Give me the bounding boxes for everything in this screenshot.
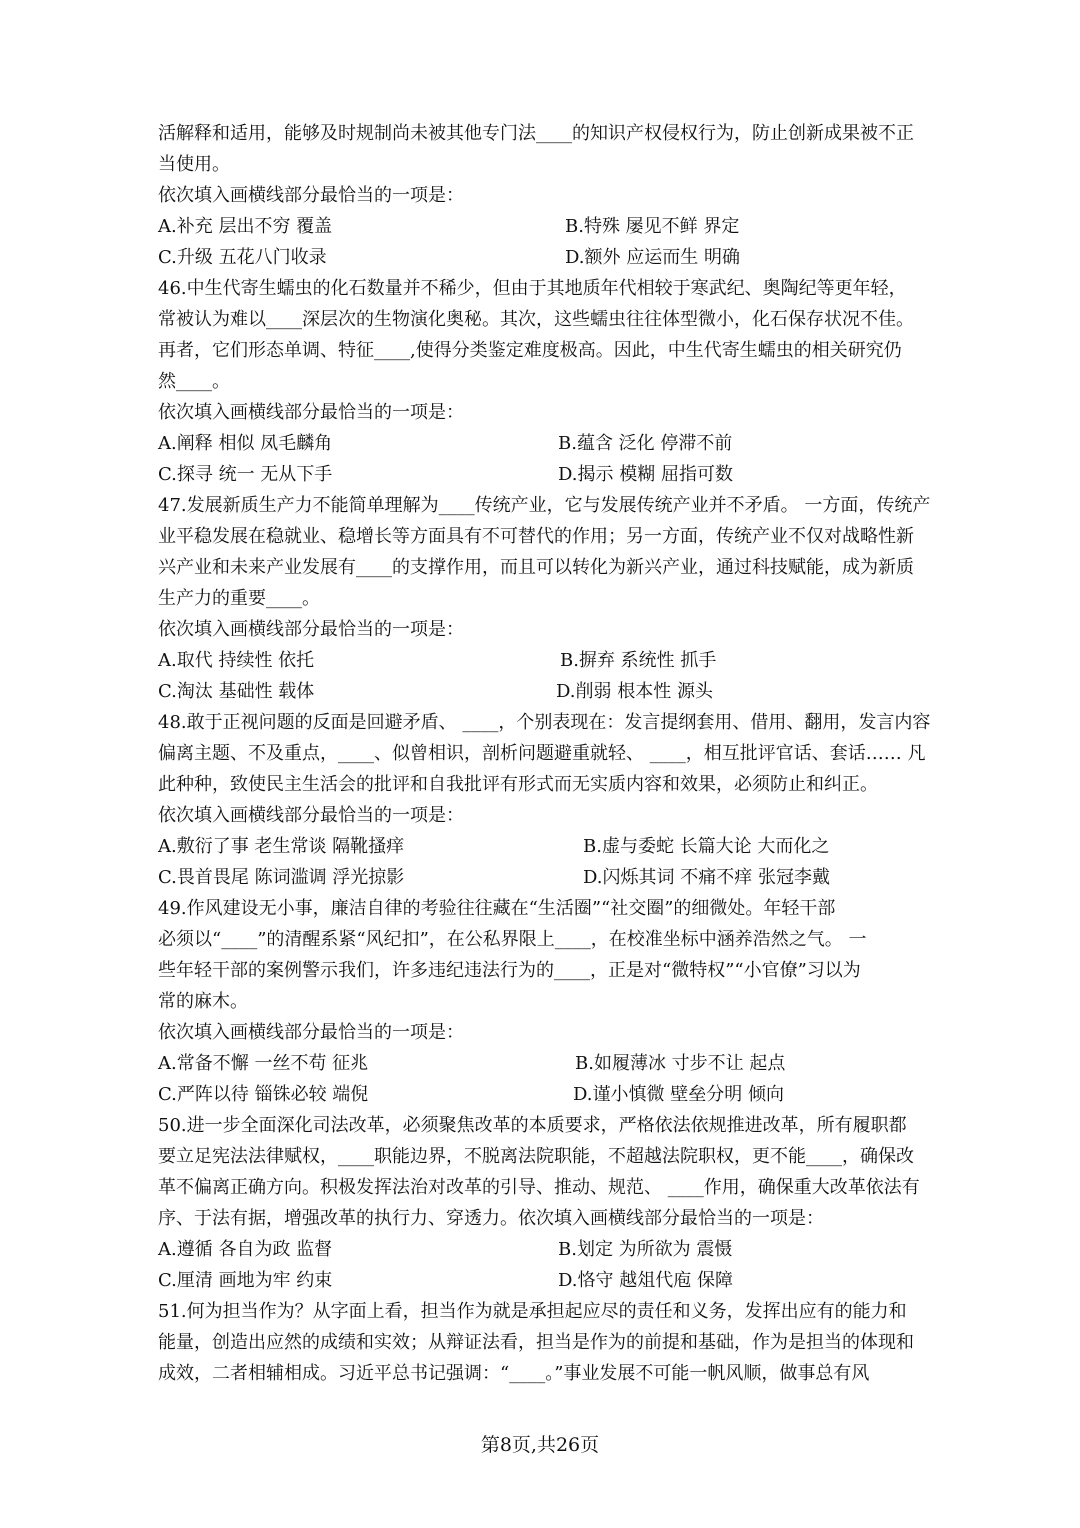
option-a: A.遵循 各自为政 监督 xyxy=(158,1239,333,1260)
options-row xyxy=(158,1048,1000,1079)
question-51 xyxy=(158,1296,1000,1389)
options-row xyxy=(158,1234,1000,1265)
option-a: A.常备不懈 一丝不苟 征兆 xyxy=(158,1053,369,1074)
options-row xyxy=(158,242,1000,273)
text-line: 业平稳发展在稳就业、稳增长等方面具有不可替代的作用；另一方面，传统产业不仅对战略性新 xyxy=(158,526,914,547)
text-line: 此种种，致使民主生活会的批评和自我批评有形式而无实质内容和效果，必须防止和纠正。 xyxy=(158,774,878,795)
options-row xyxy=(158,862,1000,893)
text-line: 49.作风建设无小事，廉洁自律的考验往往藏在“生活圈”“社交圈”的细微处。年轻干部 xyxy=(158,898,836,919)
option-d: D.额外 应运而生 明确 xyxy=(565,247,740,268)
text-line: 些年轻干部的案例警示我们，许多违纪违法行为的____，正是对“微特权”“小官僚”习以为 xyxy=(158,960,861,981)
text-line: 必须以“____”的清醒系紧“风纪扣”，在公私界限上____，在校准坐标中涵养浩然之气。 一 xyxy=(158,929,867,950)
text-line: 活解释和适用，能够及时规制尚未被其他专门法____的知识产权侵权行为，防止创新成果被不正 xyxy=(158,123,914,144)
option-d: D.谨小慎微 壁垒分明 倾向 xyxy=(573,1084,784,1105)
page-number: 第8页,共26页 xyxy=(480,1434,600,1456)
option-d: D.削弱 根本性 源头 xyxy=(556,681,713,702)
text-line: 当使用。 xyxy=(158,154,230,175)
option-d: D.揭示 模糊 屈指可数 xyxy=(558,464,733,485)
prompt-line: 依次填入画横线部分最恰当的一项是： xyxy=(158,185,464,206)
text-line: 能量，创造出应然的成绩和实效；从辩证法看，担当是作为的前提和基础，作为是担当的体现和 xyxy=(158,1332,914,1353)
text-line: 常的麻木。 xyxy=(158,991,248,1012)
question-46 xyxy=(158,273,1000,490)
options-row xyxy=(158,428,1000,459)
page-body xyxy=(158,118,1000,1389)
option-b: B.蕴含 泛化 停滞不前 xyxy=(558,433,733,454)
text-line: 要立足宪法法律赋权，____职能边界，不脱离法院职能，不超越法院职权，更不能____，确保改 xyxy=(158,1146,914,1167)
option-b: B.虚与委蛇 长篇大论 大而化之 xyxy=(583,836,830,857)
text-line: 常被认为难以____深层次的生物演化奥秘。其次，这些蠕虫往往体型微小，化石保存状况不佳。 xyxy=(158,309,914,330)
text-line: 47.发展新质生产力不能简单理解为____传统产业，它与发展传统产业并不矛盾。 一方面，传统产 xyxy=(158,495,931,516)
question-47 xyxy=(158,490,1000,707)
option-c: C.畏首畏尾 陈词滥调 浮光掠影 xyxy=(158,867,405,888)
options-row xyxy=(158,1265,1000,1296)
text-line: 50.进一步全面深化司法改革，必须聚焦改革的本质要求，严格依法依规推进改革，所有履职都 xyxy=(158,1115,907,1136)
text-line: 51.何为担当作为？从字面上看，担当作为就是承担起应尽的责任和义务，发挥出应有的能力和 xyxy=(158,1301,907,1322)
option-c: C.淘汰 基础性 载体 xyxy=(158,681,315,702)
options-row xyxy=(158,831,1000,862)
option-b: B.特殊 屡见不鲜 界定 xyxy=(565,216,740,237)
option-b: B.如履薄冰 寸步不让 起点 xyxy=(575,1053,786,1074)
text-line: 生产力的重要____。 xyxy=(158,588,320,609)
option-a: A.取代 持续性 依托 xyxy=(158,650,315,671)
option-b: B.划定 为所欲为 震慑 xyxy=(558,1239,733,1260)
question-48 xyxy=(158,707,1000,893)
text-line: 兴产业和未来产业发展有____的支撑作用，而且可以转化为新兴产业，通过科技赋能，成为新质 xyxy=(158,557,914,578)
question-45-continuation xyxy=(158,118,1000,273)
option-d: D.恪守 越俎代庖 保障 xyxy=(558,1270,733,1291)
text-line: 46.中生代寄生蠕虫的化石数量并不稀少，但由于其地质年代相较于寒武纪、奥陶纪等更年轻， xyxy=(158,278,907,299)
options-row xyxy=(158,211,1000,242)
option-c: C.探寻 统一 无从下手 xyxy=(158,464,333,485)
prompt-line: 依次填入画横线部分最恰当的一项是： xyxy=(158,402,464,423)
prompt-line: 依次填入画横线部分最恰当的一项是： xyxy=(158,619,464,640)
option-b: B.摒弃 系统性 抓手 xyxy=(560,650,717,671)
prompt-line: 依次填入画横线部分最恰当的一项是： xyxy=(158,1022,464,1043)
options-row xyxy=(158,676,1000,707)
option-c: C.厘清 画地为牢 约束 xyxy=(158,1270,333,1291)
text-line: 革不偏离正确方向。积极发挥法治对改革的引导、推动、规范、 ____作用，确保重大改革依法有 xyxy=(158,1177,920,1198)
option-c: C.严阵以待 锱铢必较 端倪 xyxy=(158,1084,369,1105)
question-49 xyxy=(158,893,1000,1110)
option-d: D.闪烁其词 不痛不痒 张冠李戴 xyxy=(583,867,830,888)
option-c: C.升级 五花八门收录 xyxy=(158,247,327,268)
option-a: A.补充 层出不穷 覆盖 xyxy=(158,216,333,237)
text-line: 偏离主题、不及重点，____、似曾相识，剖析问题避重就轻、 ____，相互批评官话、套话…… 凡 xyxy=(158,743,926,764)
text-line: 再者，它们形态单调、特征____,使得分类鉴定难度极高。因此，中生代寄生蠕虫的相关研究仍 xyxy=(158,340,902,361)
option-a: A.敷衍了事 老生常谈 隔靴搔痒 xyxy=(158,836,405,857)
prompt-line: 依次填入画横线部分最恰当的一项是： xyxy=(158,805,464,826)
text-line: 然____。 xyxy=(158,371,230,392)
options-row xyxy=(158,645,1000,676)
text-line: 序、于法有据，增强改革的执行力、穿透力。依次填入画横线部分最恰当的一项是： xyxy=(158,1208,824,1229)
option-a: A.阐释 相似 凤毛麟角 xyxy=(158,433,333,454)
text-line: 48.敢于正视问题的反面是回避矛盾、 ____，个别表现在：发言提纲套用、借用、翻用，发言内容 xyxy=(158,712,931,733)
options-row xyxy=(158,459,1000,490)
text-line: 成效，二者相辅相成。习近平总书记强调：“____。”事业发展不可能一帆风顺，做事总有风 xyxy=(158,1363,870,1384)
question-50 xyxy=(158,1110,1000,1296)
options-row xyxy=(158,1079,1000,1110)
